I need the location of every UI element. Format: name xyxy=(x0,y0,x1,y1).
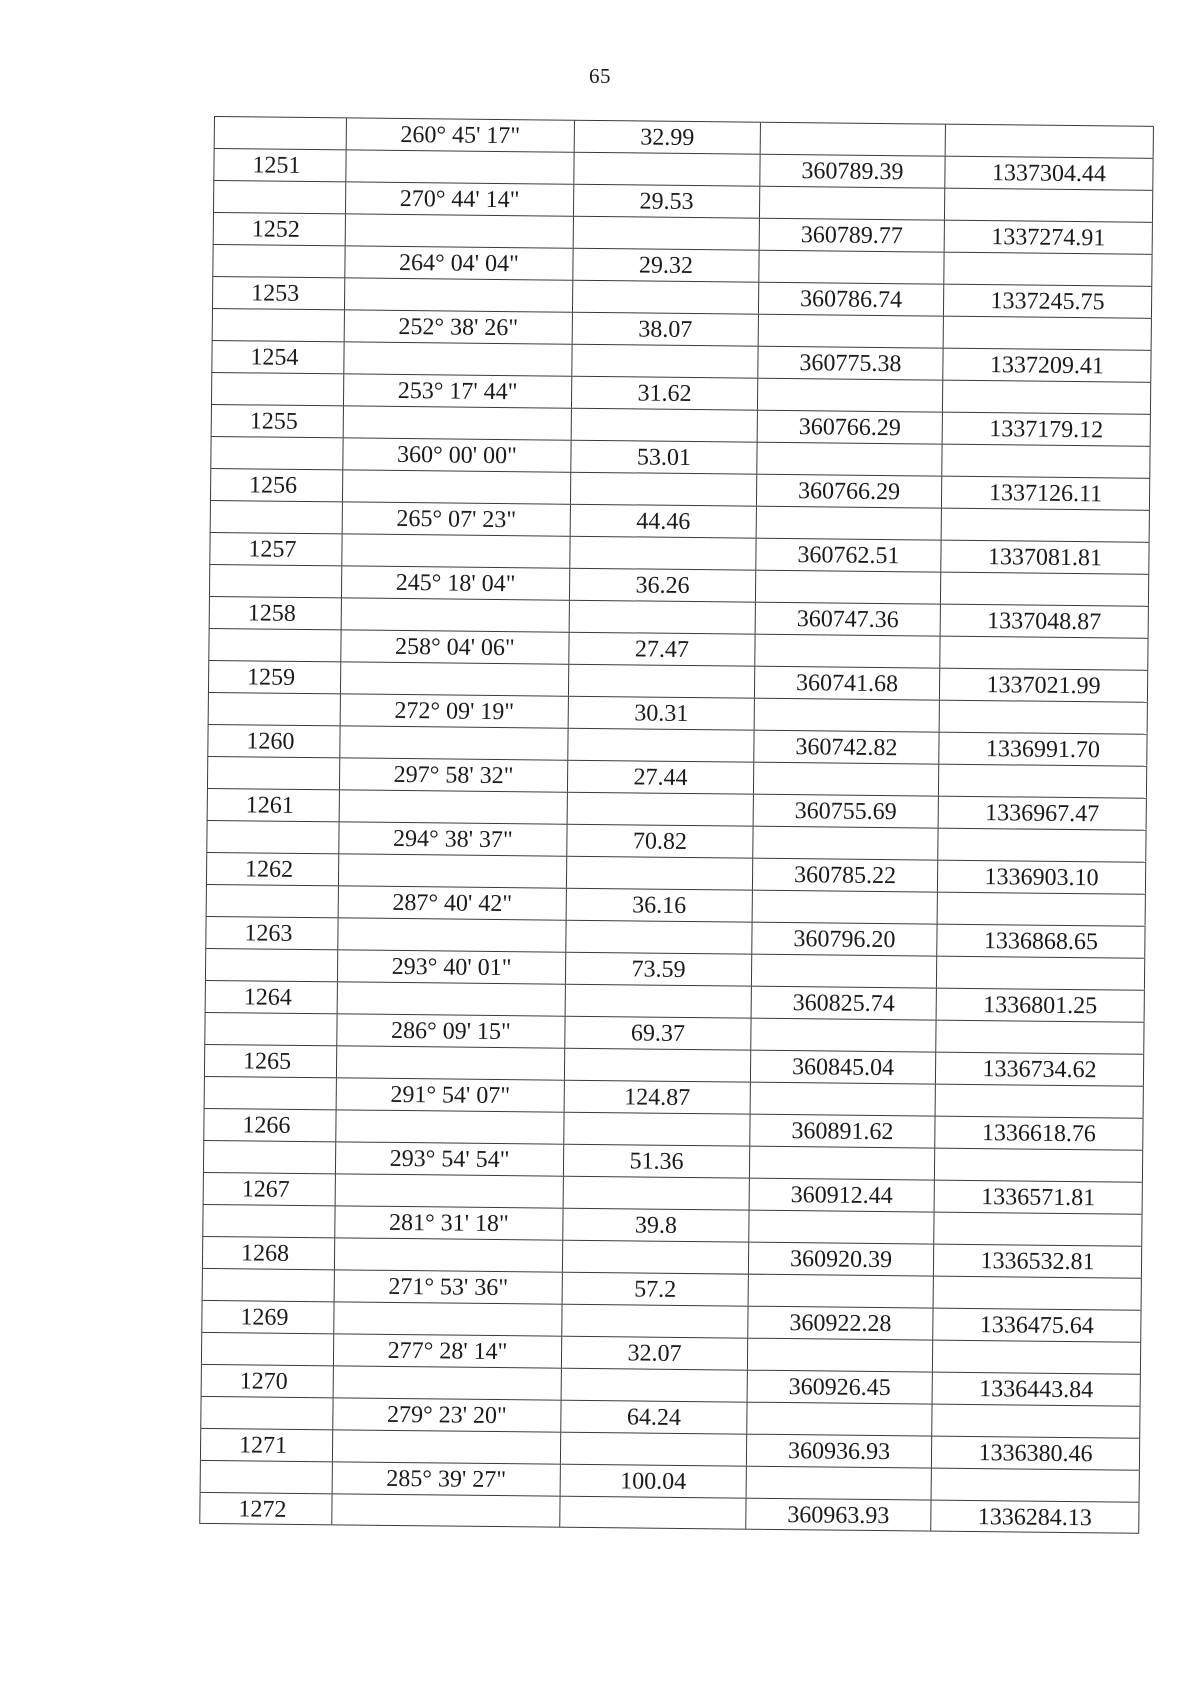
distance-cell: 64.24 xyxy=(560,1401,746,1434)
empty-cell xyxy=(343,342,571,375)
easting-cell: 360912.44 xyxy=(749,1179,934,1212)
empty-cell xyxy=(560,1433,746,1466)
bearing-cell: 252° 38' 26" xyxy=(344,310,572,343)
distance-cell: 73.59 xyxy=(565,953,751,986)
easting-cell: 360789.77 xyxy=(759,219,944,252)
distance-cell: 29.32 xyxy=(572,249,758,282)
station-record xyxy=(211,340,1152,414)
bearing-cell: 258° 04' 06" xyxy=(340,630,568,663)
station-id-cell: 1252 xyxy=(213,213,345,245)
northing-cell: 1336571.81 xyxy=(934,1181,1143,1214)
empty-cell xyxy=(339,790,567,823)
bearing-cell: 272° 09' 19" xyxy=(340,694,568,727)
empty-cell xyxy=(760,123,945,156)
empty-cell xyxy=(935,1021,1144,1054)
empty-cell xyxy=(212,245,344,277)
empty-cell xyxy=(333,1302,561,1335)
empty-cell xyxy=(213,181,345,213)
station-id-cell: 1254 xyxy=(211,341,343,373)
empty-cell xyxy=(561,1305,747,1338)
station-id-cell: 1257 xyxy=(209,533,341,565)
empty-cell xyxy=(936,957,1145,990)
distance-cell: 70.82 xyxy=(566,825,752,858)
station-id-cell: 1264 xyxy=(205,981,337,1013)
empty-cell xyxy=(207,757,339,789)
station-id-cell: 1251 xyxy=(213,149,345,181)
empty-cell xyxy=(208,693,340,725)
empty-cell xyxy=(566,857,752,890)
empty-cell xyxy=(747,1339,932,1372)
bearing-cell: 293° 54' 54" xyxy=(335,1142,563,1175)
easting-cell: 360775.38 xyxy=(757,347,942,380)
easting-cell: 360845.04 xyxy=(750,1051,935,1084)
distance-cell: 32.07 xyxy=(561,1337,747,1370)
empty-cell xyxy=(200,1461,332,1493)
easting-cell: 360762.51 xyxy=(755,539,940,572)
empty-cell xyxy=(931,1469,1140,1502)
empty-cell xyxy=(943,317,1152,350)
easting-cell: 360936.93 xyxy=(746,1435,931,1468)
bearing-cell: 297° 58' 32" xyxy=(339,758,567,791)
station-record xyxy=(200,1364,1141,1438)
easting-cell: 360920.39 xyxy=(748,1243,933,1276)
distance-cell: 36.16 xyxy=(566,889,752,922)
station-id-cell: 1258 xyxy=(209,597,341,629)
northing-cell: 1337245.75 xyxy=(943,285,1152,318)
empty-cell xyxy=(338,854,566,887)
empty-cell xyxy=(751,955,936,988)
empty-cell xyxy=(572,281,758,314)
bearing-cell: 281° 31' 18" xyxy=(334,1206,562,1239)
station-record xyxy=(201,1300,1142,1374)
distance-cell: 100.04 xyxy=(560,1465,746,1498)
bearing-cell: 260° 45' 17" xyxy=(346,118,574,151)
station-record xyxy=(208,596,1149,670)
empty-cell xyxy=(337,982,565,1015)
empty-cell xyxy=(562,1241,748,1274)
distance-cell: 124.87 xyxy=(564,1081,750,1114)
empty-cell xyxy=(939,637,1148,670)
empty-cell xyxy=(568,665,754,698)
empty-cell xyxy=(756,443,941,476)
empty-cell xyxy=(563,1113,749,1146)
empty-cell xyxy=(212,309,344,341)
empty-cell xyxy=(752,827,937,860)
empty-cell xyxy=(748,1211,933,1244)
empty-cell xyxy=(756,507,941,540)
easting-cell: 360747.36 xyxy=(755,603,940,636)
empty-cell xyxy=(343,406,571,439)
station-record xyxy=(210,404,1151,478)
empty-cell xyxy=(208,629,340,661)
empty-cell xyxy=(336,1046,564,1079)
bearing-cell: 287° 40' 42" xyxy=(338,886,566,919)
empty-cell xyxy=(940,573,1149,606)
empty-cell xyxy=(750,1019,935,1052)
station-record xyxy=(203,1108,1144,1182)
bearing-cell: 277° 28' 14" xyxy=(333,1334,561,1367)
easting-cell: 360796.20 xyxy=(751,923,936,956)
easting-cell: 360926.45 xyxy=(747,1371,932,1404)
distance-cell: 32.99 xyxy=(574,121,760,154)
distance-cell: 57.2 xyxy=(562,1273,748,1306)
empty-cell xyxy=(573,153,759,186)
station-record xyxy=(205,916,1146,990)
survey-table xyxy=(199,116,1154,1534)
easting-cell: 360825.74 xyxy=(751,987,936,1020)
bearing-cell: 293° 40' 01" xyxy=(337,950,565,983)
station-record xyxy=(210,468,1151,542)
empty-cell xyxy=(746,1467,931,1500)
empty-cell xyxy=(757,379,942,412)
empty-cell xyxy=(938,765,1147,798)
empty-cell xyxy=(746,1403,931,1436)
station-id-cell: 1269 xyxy=(201,1301,333,1333)
distance-cell: 27.44 xyxy=(567,761,753,794)
empty-cell xyxy=(201,1333,333,1365)
bearing-cell: 279° 23' 20" xyxy=(332,1398,560,1431)
empty-cell xyxy=(748,1275,933,1308)
empty-cell xyxy=(206,885,338,917)
northing-cell: 1337021.99 xyxy=(939,669,1148,702)
station-record xyxy=(206,852,1147,926)
station-id-cell: 1270 xyxy=(201,1365,333,1397)
bearing-cell: 294° 38' 37" xyxy=(338,822,566,855)
empty-cell xyxy=(570,473,756,506)
station-record xyxy=(204,980,1145,1054)
station-record xyxy=(202,1172,1143,1246)
empty-cell xyxy=(941,509,1150,542)
distance-cell: 38.07 xyxy=(572,313,758,346)
empty-cell xyxy=(567,729,753,762)
empty-cell xyxy=(753,763,938,796)
northing-cell: 1336284.13 xyxy=(930,1501,1139,1533)
empty-cell xyxy=(559,1497,745,1529)
empty-cell xyxy=(758,315,943,348)
empty-cell xyxy=(569,601,755,634)
empty-cell xyxy=(754,635,939,668)
empty-cell xyxy=(339,726,567,759)
station-id-cell: 1261 xyxy=(207,789,339,821)
empty-cell xyxy=(755,571,940,604)
bearing-cell: 286° 09' 15" xyxy=(336,1014,564,1047)
station-id-cell: 1260 xyxy=(207,725,339,757)
station-record xyxy=(202,1236,1143,1310)
empty-cell xyxy=(944,189,1153,222)
empty-cell xyxy=(933,1213,1142,1246)
empty-cell xyxy=(934,1149,1143,1182)
empty-cell xyxy=(758,251,943,284)
easting-cell: 360741.68 xyxy=(754,667,939,700)
bearing-cell: 291° 54' 07" xyxy=(336,1078,564,1111)
empty-cell xyxy=(571,345,757,378)
empty-cell xyxy=(335,1174,563,1207)
empty-cell xyxy=(937,893,1146,926)
empty-cell xyxy=(571,409,757,442)
northing-cell: 1336734.62 xyxy=(935,1053,1144,1086)
distance-cell: 39.8 xyxy=(562,1209,748,1242)
bearing-cell: 265° 07' 23" xyxy=(342,502,570,535)
empty-cell xyxy=(564,1049,750,1082)
distance-cell: 44.46 xyxy=(570,505,756,538)
distance-cell: 53.01 xyxy=(570,441,756,474)
station-record xyxy=(200,1428,1141,1502)
empty-cell xyxy=(563,1177,749,1210)
northing-cell: 1337126.11 xyxy=(941,477,1150,510)
empty-cell xyxy=(752,891,937,924)
empty-cell xyxy=(565,921,751,954)
distance-cell: 51.36 xyxy=(563,1145,749,1178)
empty-cell xyxy=(202,1205,334,1237)
station-record xyxy=(212,212,1153,286)
northing-cell: 1336443.84 xyxy=(932,1373,1141,1406)
empty-cell xyxy=(759,187,944,220)
empty-cell xyxy=(210,501,342,533)
empty-cell xyxy=(214,117,346,149)
northing-cell: 1336801.25 xyxy=(936,989,1145,1022)
empty-cell xyxy=(939,701,1148,734)
empty-cell xyxy=(943,253,1152,286)
easting-cell: 360742.82 xyxy=(753,731,938,764)
empty-cell xyxy=(937,829,1146,862)
station-id-cell: 1262 xyxy=(206,853,338,885)
empty-cell xyxy=(933,1277,1142,1310)
bearing-cell: 285° 39' 27" xyxy=(332,1462,560,1495)
empty-cell xyxy=(749,1147,934,1180)
empty-cell xyxy=(573,217,759,250)
empty-cell xyxy=(932,1341,1141,1374)
distance-cell: 69.37 xyxy=(564,1017,750,1050)
station-record xyxy=(207,724,1148,798)
empty-cell xyxy=(340,662,568,695)
empty-cell xyxy=(337,918,565,951)
empty-cell xyxy=(941,445,1150,478)
easting-cell: 360789.39 xyxy=(759,155,944,188)
northing-cell: 1337081.81 xyxy=(940,541,1149,574)
easting-cell: 360891.62 xyxy=(749,1115,934,1148)
empty-cell xyxy=(342,470,570,503)
station-id-cell: 1263 xyxy=(205,917,337,949)
easting-cell: 360766.29 xyxy=(756,475,941,508)
station-id-cell: 1271 xyxy=(200,1429,332,1461)
northing-cell: 1337179.12 xyxy=(942,413,1151,446)
empty-cell xyxy=(205,949,337,981)
northing-cell: 1337048.87 xyxy=(940,605,1149,638)
station-record xyxy=(209,532,1150,606)
empty-cell xyxy=(206,821,338,853)
easting-cell: 360922.28 xyxy=(747,1307,932,1340)
station-id-cell: 1259 xyxy=(208,661,340,693)
station-id-cell: 1255 xyxy=(211,405,343,437)
northing-cell: 1336618.76 xyxy=(934,1117,1143,1150)
empty-cell xyxy=(931,1405,1140,1438)
empty-cell xyxy=(204,1077,336,1109)
empty-cell xyxy=(209,565,341,597)
station-id-cell: 1265 xyxy=(204,1045,336,1077)
empty-cell xyxy=(567,793,753,826)
empty-cell xyxy=(341,598,569,631)
empty-cell xyxy=(331,1494,559,1526)
northing-cell: 1336380.46 xyxy=(931,1437,1140,1470)
empty-cell xyxy=(341,534,569,567)
northing-cell: 1336868.65 xyxy=(936,925,1145,958)
station-id-cell: 1268 xyxy=(202,1237,334,1269)
empty-cell xyxy=(344,278,572,311)
empty-cell xyxy=(942,381,1151,414)
station-record xyxy=(206,788,1147,862)
empty-cell xyxy=(210,437,342,469)
empty-cell xyxy=(561,1369,747,1402)
empty-cell xyxy=(334,1238,562,1271)
empty-cell xyxy=(565,985,751,1018)
distance-cell: 27.47 xyxy=(568,633,754,666)
empty-cell xyxy=(754,699,939,732)
empty-cell xyxy=(332,1430,560,1463)
distance-cell: 30.31 xyxy=(568,697,754,730)
northing-cell: 1337209.41 xyxy=(942,349,1151,382)
easting-cell: 360785.22 xyxy=(752,859,937,892)
bearing-cell: 253° 17' 44" xyxy=(343,374,571,407)
northing-cell: 1337274.91 xyxy=(944,221,1153,254)
station-id-cell: 1253 xyxy=(212,277,344,309)
station-record xyxy=(213,148,1154,222)
empty-cell xyxy=(335,1110,563,1143)
northing-cell: 1336475.64 xyxy=(932,1309,1141,1342)
page-number: 65 xyxy=(589,64,611,88)
empty-cell xyxy=(945,125,1154,158)
empty-cell xyxy=(333,1366,561,1399)
empty-cell xyxy=(345,150,573,183)
station-id-cell: 1256 xyxy=(210,469,342,501)
empty-cell xyxy=(750,1083,935,1116)
station-record xyxy=(212,276,1153,350)
bearing-cell: 360° 00' 00" xyxy=(342,438,570,471)
bearing-cell: 270° 44' 14" xyxy=(345,182,573,215)
empty-cell xyxy=(569,537,755,570)
bearing-cell: 271° 53' 36" xyxy=(334,1270,562,1303)
empty-cell xyxy=(200,1397,332,1429)
easting-cell: 360963.93 xyxy=(745,1499,930,1531)
bearing-cell: 264° 04' 04" xyxy=(344,246,572,279)
northing-cell: 1336991.70 xyxy=(938,733,1147,766)
empty-cell xyxy=(211,373,343,405)
station-record xyxy=(208,660,1149,734)
easting-cell: 360766.29 xyxy=(757,411,942,444)
station-record xyxy=(204,1044,1145,1118)
empty-cell xyxy=(202,1269,334,1301)
empty-cell xyxy=(935,1085,1144,1118)
station-id-cell: 1267 xyxy=(203,1173,335,1205)
empty-cell xyxy=(203,1141,335,1173)
empty-cell xyxy=(345,214,573,247)
bearing-cell: 245° 18' 04" xyxy=(341,566,569,599)
distance-cell: 29.53 xyxy=(573,185,759,218)
station-id-cell: 1266 xyxy=(203,1109,335,1141)
easting-cell: 360755.69 xyxy=(753,795,938,828)
empty-cell xyxy=(204,1013,336,1045)
station-id-cell: 1272 xyxy=(199,1493,331,1524)
distance-cell: 31.62 xyxy=(571,377,757,410)
northing-cell: 1336967.47 xyxy=(938,797,1147,830)
distance-cell: 36.26 xyxy=(569,569,755,602)
northing-cell: 1336532.81 xyxy=(933,1245,1142,1278)
northing-cell: 1336903.10 xyxy=(937,861,1146,894)
easting-cell: 360786.74 xyxy=(758,283,943,316)
northing-cell: 1337304.44 xyxy=(944,157,1153,190)
